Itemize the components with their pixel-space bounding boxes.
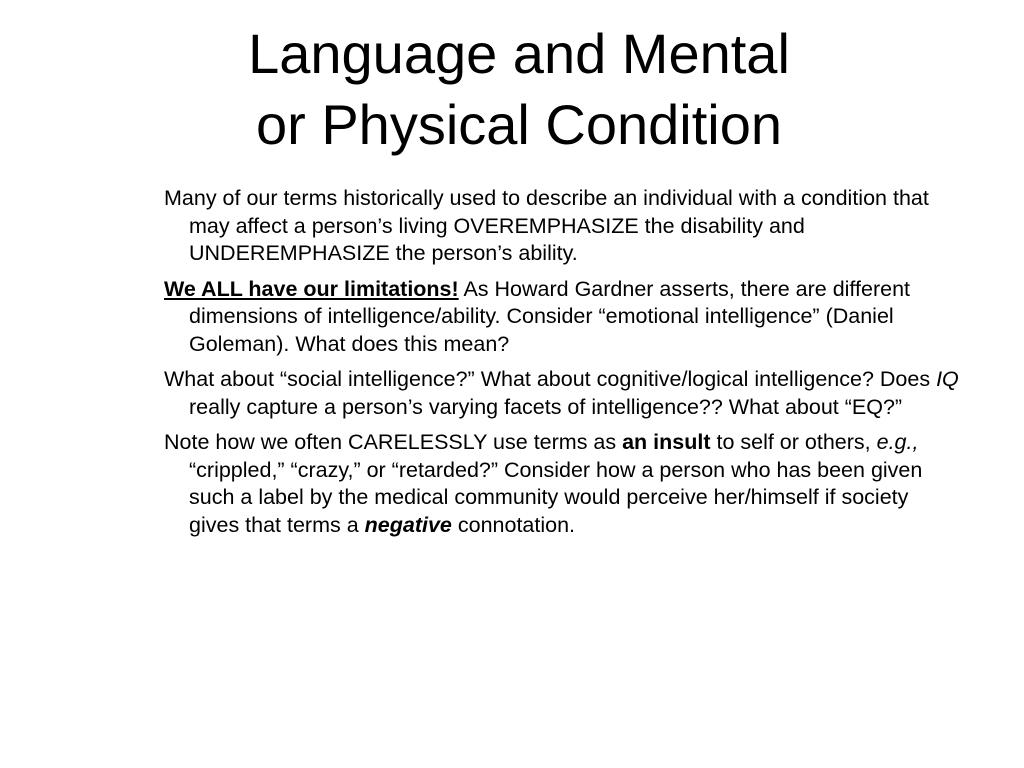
paragraph-text: “crippled,” “crazy,” or “retarded?” Consider how a person who has been given such a label by the medical community would perceive her/himself if society gives that terms a — [189, 457, 923, 537]
paragraph-text: Note how we often CARELESSLY use terms as — [164, 430, 623, 454]
negative-bold-italic: negative — [364, 512, 452, 537]
slide-title — [60, 18, 978, 160]
an-insult-bold: an insult — [622, 430, 711, 454]
paragraph-text: really capture a person’s varying facets of intelligence?? What about “EQ?” — [189, 394, 903, 419]
iq-italic: IQ — [936, 367, 959, 391]
slide-title-line-1: Language and Mental — [248, 22, 790, 85]
slide-body — [164, 185, 964, 547]
paragraph-text: connotation. — [451, 512, 576, 537]
slide-title-line-2: or Physical Condition — [255, 93, 783, 156]
paragraph-limitations — [164, 276, 964, 359]
limitations-emphasis: We ALL have our limitations! — [164, 276, 459, 301]
paragraph-social-intelligence — [164, 366, 964, 421]
eg-italic: e.g., — [876, 430, 919, 454]
paragraph-carelessly — [164, 429, 964, 539]
paragraph-text: to self or others, — [710, 430, 877, 454]
paragraph-terms-overemphasize — [164, 185, 964, 268]
paragraph-text: As Howard Gardner asserts, there are different dimensions of intelligence/ability. Consider “emotional intelligence” (Daniel Goleman). What does this mean? — [189, 276, 910, 356]
paragraph-text: Many of our terms historically used to describe an individual with a condition that may affect a person’s living OVEREMPHASIZE the disability and UNDEREMPHASIZE the person’s ability. — [164, 186, 929, 265]
paragraph-text: What about “social intelligence?” What about cognitive/logical intelligence? Does — [164, 367, 937, 391]
